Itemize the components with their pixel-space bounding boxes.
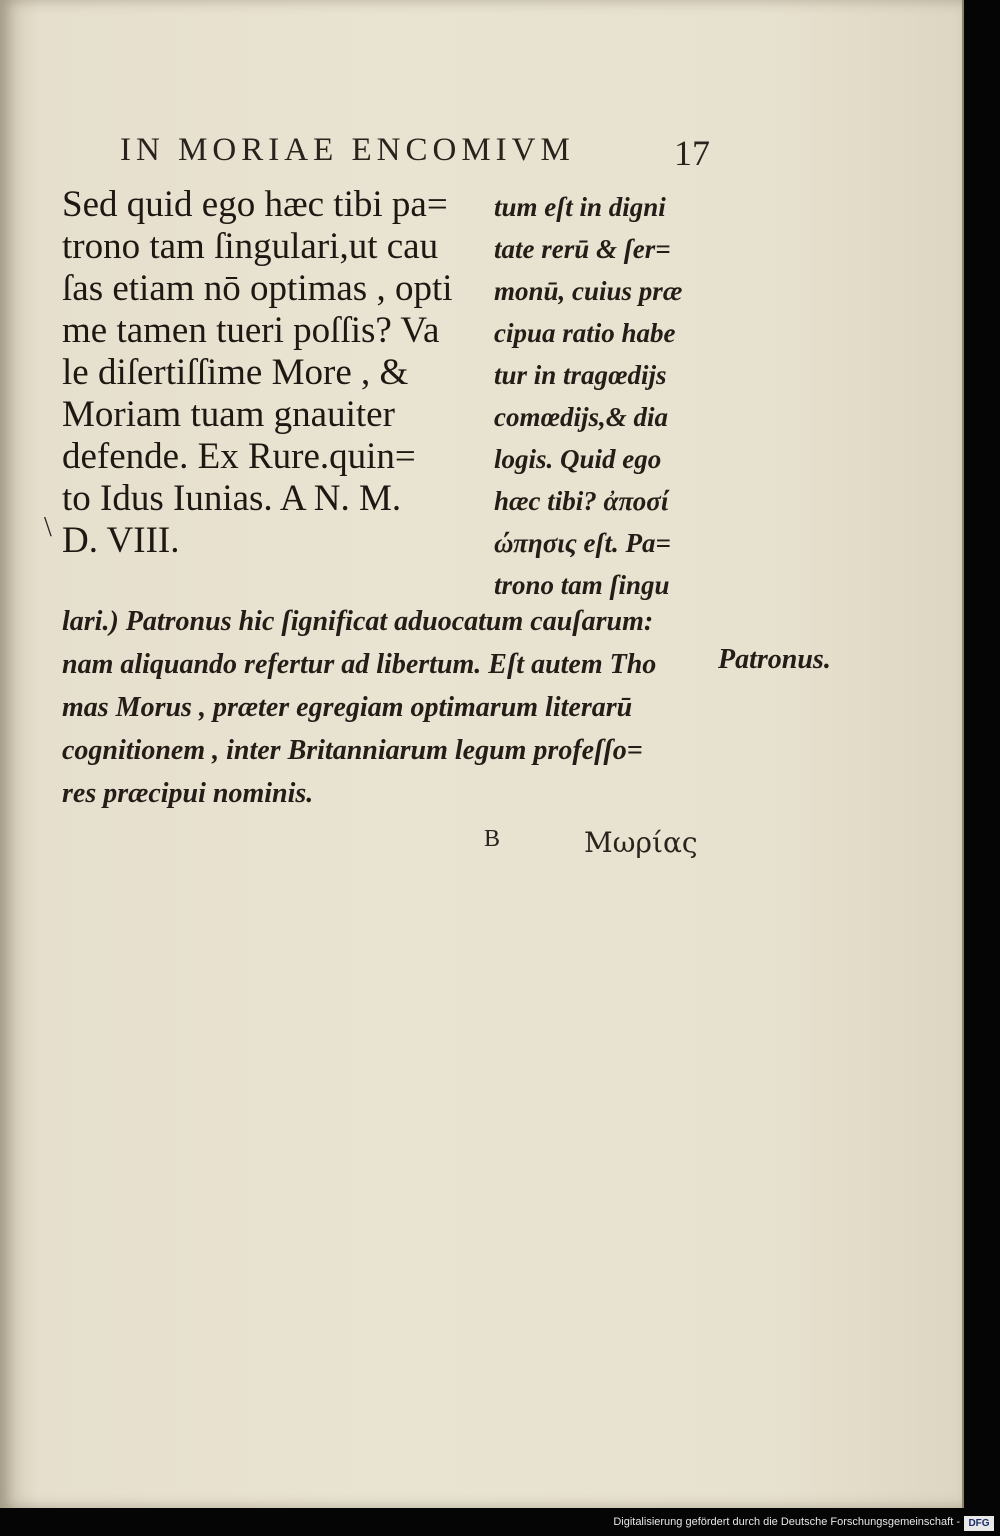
commentary-line: lari.) Patronus hic ſignificat aduocatum cauſarum: [62, 606, 654, 637]
commentary-line: mas Morus , præter egregiam optimarum literarū [62, 692, 633, 723]
page-number: 17 [674, 133, 710, 173]
main-text-line: to Idus Iunias. A N. M. [62, 478, 402, 519]
commentary-line: logis. Quid ego [494, 444, 662, 474]
signature-mark: B [484, 826, 501, 852]
commentary-line: comœdijs,& dia [494, 402, 668, 432]
footer-bar [0, 1514, 1000, 1536]
dfg-logo: DFG [964, 1516, 994, 1531]
main-text-line: Moriam tuam gnauiter [62, 394, 395, 435]
main-text-line: defende. Ex Rure.quin= [62, 436, 416, 477]
margin-note: Patronus. [718, 644, 831, 675]
commentary-line: cognitionem , inter Britanniarum legum profeſſo= [62, 735, 643, 766]
main-text-line: trono tam ſingulari,ut cau [62, 226, 439, 267]
commentary-line: monū, cuius præ [494, 276, 683, 306]
funding-credit: Digitalisierung gefördert durch die Deutsche Forschungsgemeinschaft - [613, 1516, 960, 1528]
commentary-line: trono tam ſingu [494, 570, 670, 600]
commentary-line: tum eſt in digni [494, 192, 666, 222]
main-text-line: D. VIII. [62, 520, 180, 561]
commentary-line: hæc tibi? ἀποσί [494, 486, 669, 516]
commentary-full-width [62, 600, 712, 815]
commentary-column [494, 186, 714, 606]
main-text-line: ſas etiam nō optimas , opti [62, 268, 453, 309]
commentary-line: nam aliquando refertur ad libertum. Eſt autem Tho [62, 649, 657, 680]
stray-mark: \ [44, 512, 52, 543]
main-text-line: le diſertiſſime More , & [62, 352, 409, 393]
commentary-line: ώπησις eſt. Pa= [494, 528, 671, 558]
commentary-line: tur in tragœdijs [494, 360, 667, 390]
commentary-line: res præcipui nominis. [62, 778, 314, 809]
page-header [120, 132, 710, 172]
main-text-line: Sed quid ego hæc tibi pa= [62, 184, 448, 225]
catchword: Μωρίας [584, 826, 698, 859]
commentary-line: cipua ratio habe [494, 318, 676, 348]
running-head: IN MORIAE ENCOMIVM [120, 132, 575, 168]
main-text-block [62, 184, 492, 562]
commentary-line: tate rerū & ſer= [494, 234, 671, 264]
main-text-line: me tamen tueri poſſis? Va [62, 310, 440, 351]
